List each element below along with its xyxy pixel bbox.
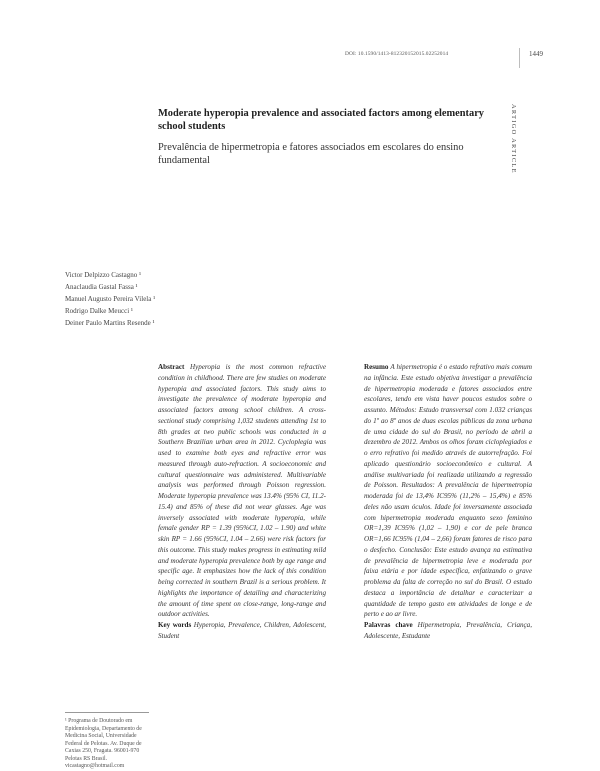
author: Victor Delpizzo Castagno ¹ [65,271,142,279]
palavras-chave-text: Hipermetropia, Prevalência, Criança, Adolescente, Estudante [364,621,533,640]
resumo-section [364,362,532,642]
doi: DOI: 10.1590/1413-812320152015.02252014 [345,51,449,57]
section-label-text: ARTIGO ARTICLE [510,104,517,174]
page-number: 1449 [529,50,543,58]
affiliation-divider [65,712,149,713]
author: Deiner Paulo Martins Resende ¹ [65,319,155,327]
abstract-text: Hyperopia is the most common refractive condition in childhood. There are few studies on moderate hyperopia and associated factors. This study aims to investigate the prevalence of moderate hyperopia and associated factors among school children. A cross-sectional study comprising 1,032 students attending 1st to 8th grades at two public schools was conducted in a Southern Brazilian urban area in 2012. Cycloplegia was used to examine both eyes and refractive error was measured through auto-refraction. A socioeconomic and cultural questionnaire was administered. Multivariable analysis was performed through Poisson regression. Moderate hyperopia prevalence was 13.4% (95% CI, 11.2-15.4) and 85% of these did not wear glasses. Age was inversely associated with moderate hyperopia, while female gender RP = 1.39 (95%CI, 1.02 – 1.90) and white skin RP = 1.66 (95%CI, 1.04 – 2.66) were risk factors for this outcome. This study makes progress in estimating mild and moderate hyperopia prevalence both by age range and specific age. It emphasizes how the lack of this condition being corrected in southern Brazil is a serious problem. It highlights the importance of detailing and characterizing the amount of time spent on close-range, long-range and outdoor activities. [158,363,326,619]
abstract-label: Abstract [158,363,185,371]
author-list [65,269,225,329]
abstract-keywords [158,620,326,642]
abstract-section [158,362,326,642]
affiliation: ¹ Programa de Doutorado em Epidemiologia, Departamento de Medicina Social, Universidade Federal de Pelotas. Av. Duque de Caxias 250, Fragata. 96001-970 Pelotas RS Brasil. vicastagno@hotmail.com [65,718,142,769]
resumo-keywords [364,620,532,642]
author: Rodrigo Dalke Meucci ¹ [65,307,133,315]
title-portuguese: Prevalência de hipermetropia e fatores associados em escolares do ensino fundamental [158,142,464,166]
resumo-label: Resumo [364,363,389,371]
keywords-text: Hyperopia, Prevalence, Children, Adolescent, Student [158,621,326,640]
resumo-text: A hipermetropia é o estado refrativo mais comum na infância. Este estudo objetiva investigar a prevalência de hipermetropia moderada e fatores associados entre escolares, tendo em vista haver poucos estudos sobre o assunto. Métodos: Estudo transversal com 1.032 crianças do 1º ao 8º anos de duas escolas públicas da zona urbana de uma cidade do sul do Brasil, no período de abril a dezembro de 2012. Ambos os olhos foram cicloplegiados e o erro refrativo foi medido através de autorrefração. Foi aplicado questionário socioeconômico e cultural. A análise multivariada foi realizada utilizando a regressão de Poisson. Resultados: A prevalência de hipermetropia moderada foi de 13,4% IC95% (11,2% – 15,4%) e 85% deles não usam óculos. Idade foi inversamente associada com hipermetropia moderada enquanto sexo feminino OR=1,39 IC95% (1,02 – 1,90) e cor de pele branca OR=1,66 IC95% (1,04 – 2,66) foram fatores de risco para o desfecho. Conclusão: Este estudo avança na estimativa de prevalência de hipermetropia leve e moderada por faixa etária e por idade específica, enfatizando o grave problema da falta de correção no sul do Brasil. O estudo destaca a importância de detalhar e caracterizar a quantidade de tempo gasto em atividades de longe e de perto e ao ar livre. [364,363,532,619]
author: Anaclaudia Gastal Fassa ¹ [65,283,138,291]
palavras-chave-label: Palavras chave [364,621,413,629]
header-divider [519,48,520,68]
section-label [510,104,524,200]
keywords-label: Key words [158,621,192,629]
author: Manuel Augusto Pereira Vilela ¹ [65,295,156,303]
title-english: Moderate hyperopia prevalence and associated factors among elementary school students [158,108,485,132]
